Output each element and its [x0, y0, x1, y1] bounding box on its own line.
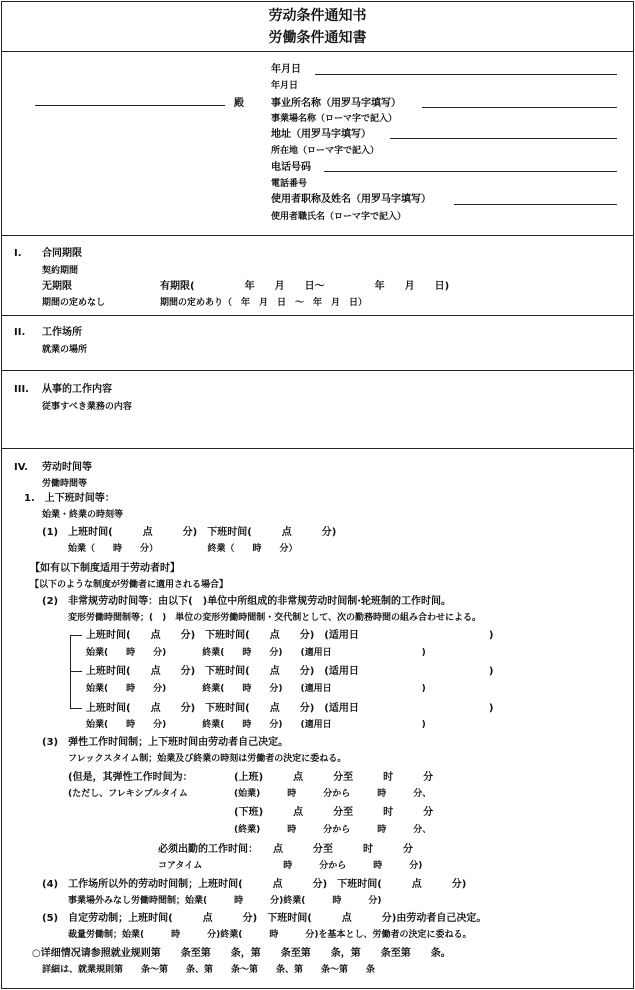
core-time-jp: コアタイム 時 分から 時 分): [158, 861, 423, 871]
phone-label-cn: 电话号码: [271, 162, 311, 173]
p3-cn: (3) 弹性工作时间制；上下班时间由劳动者自己决定。: [42, 737, 289, 748]
employer-label-cn: 使用者职称及姓名（用罗马字填写）: [271, 194, 431, 205]
phone-label-jp: 電話番号: [271, 179, 308, 189]
p2-cn: (2) 非常规劳动时间等：由以下( )单位中所组成的非常规劳动时间制·轮班制的工作时间。: [42, 596, 452, 607]
note-cn: 【如有以下制度适用于劳动者时】: [30, 563, 180, 574]
p1-cn: (1) 上班时间( 点 分) 下班时间( 点 分): [42, 527, 337, 538]
no-term-cn: 无期限: [42, 281, 72, 292]
shift-tick-2: [70, 671, 82, 672]
shift3-jp: 始業( 時 分) 終業( 時 分) (適用日 ): [86, 720, 426, 730]
section2-number: II.: [14, 327, 26, 338]
workplace-name-label-jp: 事業場名称（ローマ字で記入）: [271, 114, 398, 124]
shift2-cn: 上班时间( 点 分) 下班时间( 点 分) (适用日 ): [86, 666, 494, 677]
date-field[interactable]: [315, 74, 617, 75]
section1-number: I.: [14, 248, 22, 259]
p4-cn: (4) 工作场所以外的劳动时间制；上班时间( 点 分) 下班时间( 点 分): [42, 879, 467, 890]
p2-jp: 変形労働時間制等；( ) 単位の変形労働時間制・交代制として、次の勤務時間の組み合わせによる。: [68, 613, 482, 623]
flex-label-jp: (ただし、フレキシブルタイム: [68, 789, 188, 799]
shift-tick-3: [70, 708, 82, 709]
p3-jp: フレックスタイム制；始業及び終業の時刻は労働者の決定に委ねる。: [68, 754, 347, 764]
p5-cn: (5) 自定劳动制；上班时间( 点 分) 下班时间( 点 分)由劳动者自己决定。: [42, 913, 487, 924]
section4-title-cn: 劳动时间等: [42, 462, 92, 473]
fixed-term-jp: 期間の定めあり（ 年 月 日 ～ 年 月 日）: [160, 298, 368, 308]
section2-title-cn: 工作场所: [42, 327, 82, 338]
flex-start-jp: (始業) 時 分から 時 分、: [234, 789, 432, 799]
section-divider-4: [2, 448, 633, 449]
item1-title-cn: 1. 上下班时间等：: [24, 493, 115, 504]
shift1-cn: 上班时间( 点 分) 下班时间( 点 分) (适用日 ): [86, 630, 494, 641]
addressee-suffix: 殿: [234, 98, 244, 109]
section-divider-2: [2, 315, 633, 316]
section1-title-cn: 合同期限: [42, 248, 82, 259]
shift3-cn: 上班时间( 点 分) 下班时间( 点 分) (适用日 ): [86, 703, 494, 714]
section3-title-cn: 从事的工作内容: [42, 384, 112, 395]
address-label-jp: 所在地（ローマ字で記入）: [271, 146, 380, 156]
workplace-name-label-cn: 事业所名称（用罗马字填写）: [271, 98, 401, 109]
section3-number: III.: [14, 384, 29, 395]
employer-label-jp: 使用者職氏名（ローマ字で記入）: [271, 212, 407, 222]
reference-jp: 詳細は、就業規則第 条～第 条、第 条～第 条、第 条～第 条: [42, 965, 376, 975]
title-japanese: 労働条件通知書: [268, 30, 367, 46]
fixed-term-cn: 有期限( 年 月 日～ 年 月 日): [160, 281, 450, 292]
title-chinese: 劳动条件通知书: [268, 8, 367, 24]
p1-jp: 始業（ 時 分） 終業（ 時 分）: [68, 544, 298, 554]
shift-tick-1: [70, 635, 82, 636]
section4-title-jp: 労働時間等: [42, 479, 88, 489]
section-divider-1: [2, 235, 633, 236]
section1-title-jp: 契約期間: [42, 266, 79, 276]
flex-start-cn: (上班) 点 分至 时 分: [234, 772, 434, 783]
address-field[interactable]: [390, 138, 617, 139]
address-label-cn: 地址（用罗马字填写）: [271, 129, 371, 140]
flex-label-cn: (但是，其弹性工作时间为：: [68, 772, 193, 783]
p4-jp: 事業場外みなし労働時間制；始業( 時 分)終業( 時 分): [68, 896, 382, 906]
section4-number: IV.: [14, 462, 28, 473]
section2-title-jp: 就業の場所: [42, 345, 88, 355]
shift1-jp: 始業( 時 分) 終業( 時 分) (適用日 ): [86, 648, 426, 658]
date-label-jp: 年月日: [271, 81, 299, 91]
labor-conditions-notice: [1, 1, 634, 989]
section-divider-3: [2, 370, 633, 371]
date-label-cn: 年月日: [271, 64, 301, 75]
flex-end-cn: (下班) 点 分至 时 分: [234, 807, 434, 818]
employer-field[interactable]: [454, 204, 617, 205]
flex-end-jp: (終業) 時 分から 時 分、: [234, 825, 432, 835]
reference-cn: ○详细情况请参照就业规则第 条至第 条，第 条至第 条，第 条至第 条。: [32, 948, 451, 959]
workplace-name-field[interactable]: [422, 107, 617, 108]
section3-title-jp: 従事すべき業務の内容: [42, 402, 132, 412]
header-divider: [2, 51, 633, 52]
no-term-jp: 期間の定めなし: [42, 298, 106, 308]
core-time-cn: 必须出勤的工作时间： 点 分至 时 分: [158, 844, 413, 855]
p5-jp: 裁量労働制；始業( 時 分)終業( 時 分)を基本とし、労働者の決定に委ねる。: [68, 930, 472, 940]
addressee-field[interactable]: [35, 105, 225, 106]
note-jp: 【以下のような制度が労働者に適用される場合】: [30, 580, 229, 590]
phone-field[interactable]: [324, 171, 617, 172]
shift2-jp: 始業( 時 分) 終業( 時 分) (適用日 ): [86, 684, 426, 694]
item1-title-jp: 始業・終業の時刻等: [42, 510, 124, 520]
